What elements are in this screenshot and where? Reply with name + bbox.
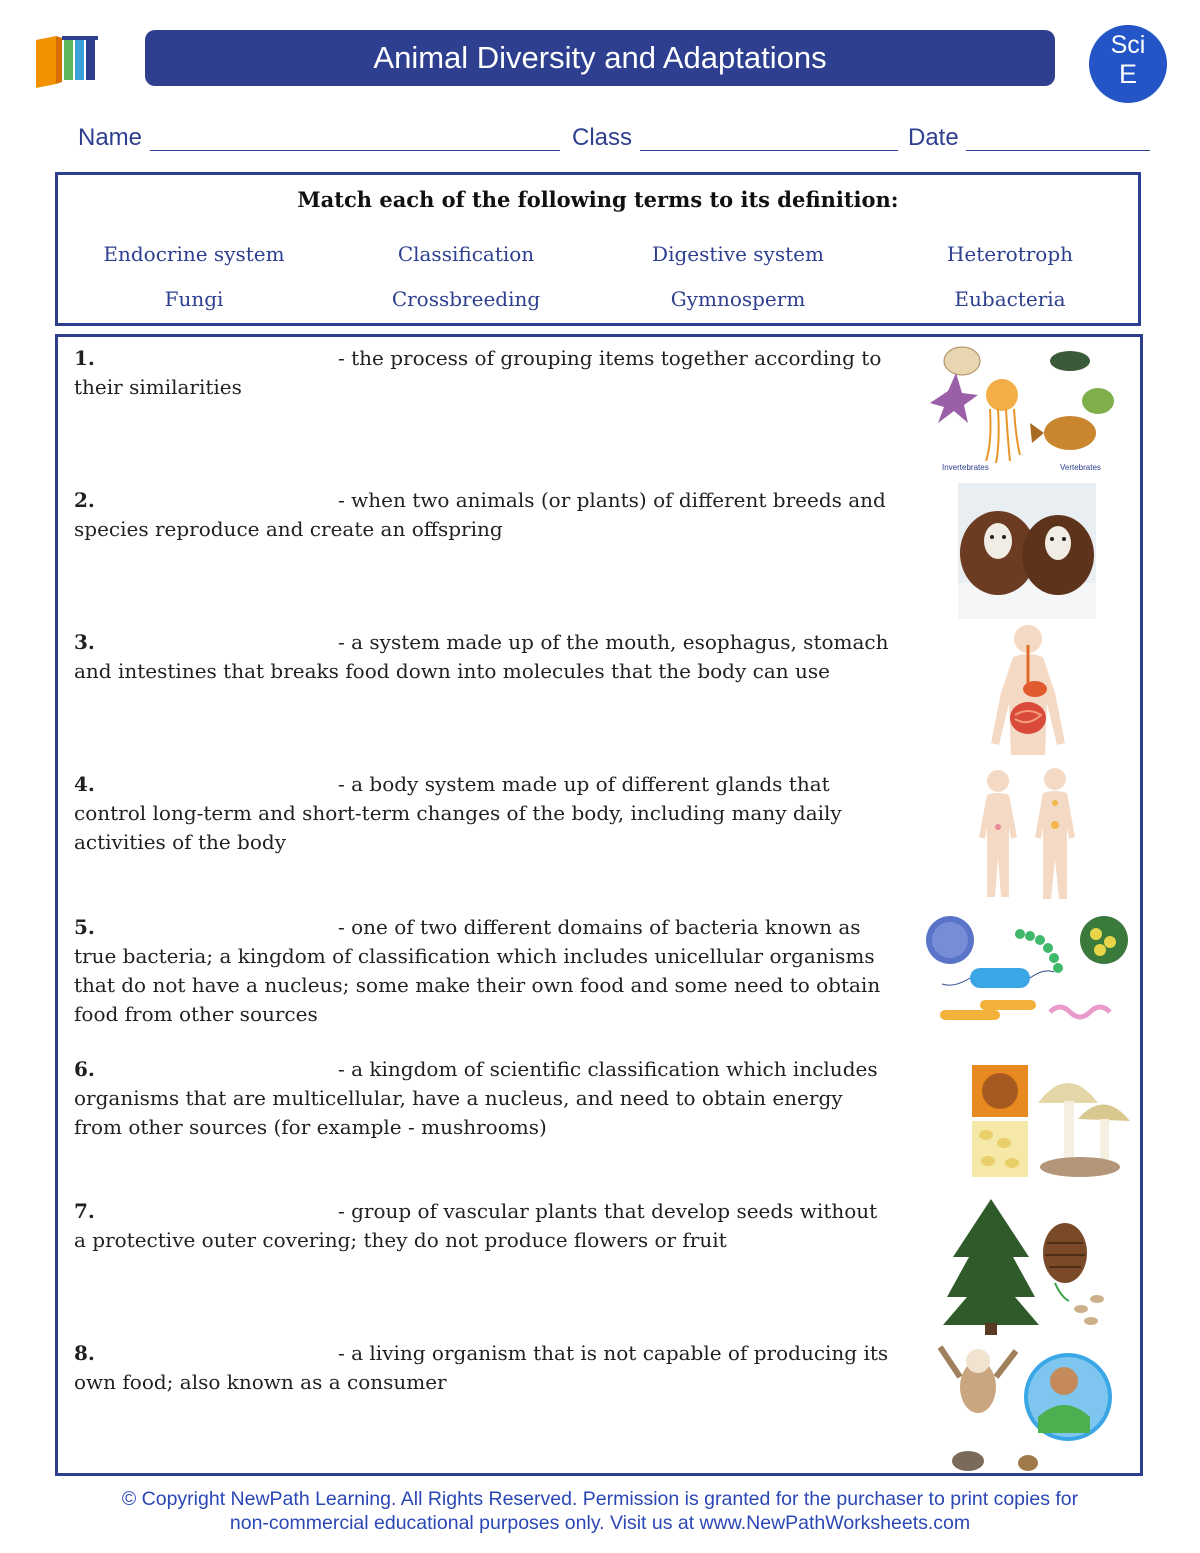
term-item: Heterotroph: [946, 242, 1074, 266]
question-definition: - group of vascular plants that develop seeds without a protective outer covering; they do not produce flowers or fruit: [74, 1199, 878, 1252]
question-definition: - a body system made up of different glands that control long-term and short-term changes of the body, including many daily activities of the body: [74, 772, 842, 854]
fungi-image: [968, 1063, 1138, 1181]
question-number: 2.: [74, 488, 95, 512]
term-item: Endocrine system: [103, 242, 285, 266]
question-item: [74, 628, 894, 686]
name-label: Name: [78, 124, 143, 151]
date-field[interactable]: [966, 150, 1150, 151]
bacteria-image: [920, 912, 1130, 1042]
copyright-footer: [0, 1487, 1200, 1535]
term-item: Digestive system: [652, 242, 824, 266]
question-definition: - when two animals (or plants) of different breeds and species reproduce and create an offspring: [74, 488, 886, 541]
question-item: [74, 344, 894, 402]
question-number: 6.: [74, 1057, 95, 1081]
term-item: Fungi: [164, 287, 224, 311]
gymnosperm-image: [943, 1197, 1113, 1337]
name-field[interactable]: [150, 150, 560, 151]
question-number: 3.: [74, 630, 95, 654]
footer-line-2: non-commercial educational purposes only. Visit us at www.NewPathWorksheets.com: [229, 1512, 971, 1534]
question-number: 5.: [74, 915, 95, 939]
term-item: Gymnosperm: [670, 287, 806, 311]
term-item: Eubacteria: [954, 287, 1066, 311]
word-bank-heading: Match each of the following terms to its definition:: [297, 187, 899, 212]
animal-classification-image: [920, 343, 1120, 473]
digestive-system-image: [973, 623, 1083, 763]
question-definition: - the process of grouping items together according to their similarities: [74, 346, 882, 399]
question-item: [74, 1197, 894, 1255]
question-item: [74, 913, 894, 1029]
question-definition: - a kingdom of scientific classification which includes organisms that are multicellular, have a nucleus, and need to obtain energy from other sources (for example - mushrooms): [74, 1057, 878, 1139]
class-field[interactable]: [640, 150, 898, 151]
heterotroph-image: [938, 1337, 1128, 1475]
worksheet-title: Animal Diversity and Adaptations: [145, 30, 1055, 86]
question-item: [74, 770, 894, 857]
question-definition: - a living organism that is not capable of producing its own food; also known as a consumer: [74, 1341, 889, 1394]
word-bank: [55, 172, 1141, 326]
question-number: 8.: [74, 1341, 95, 1365]
class-label: Class: [572, 124, 633, 151]
crossbred-cattle-image: [958, 483, 1096, 619]
questions-box: [55, 334, 1143, 1476]
question-item: [74, 486, 894, 544]
badge-subject: Sci: [1110, 31, 1146, 59]
question-item: [74, 1055, 894, 1142]
badge-grade: E: [1118, 59, 1137, 89]
question-number: 4.: [74, 772, 95, 796]
term-item: Classification: [397, 242, 535, 266]
date-label: Date: [908, 124, 959, 151]
question-number: 7.: [74, 1199, 95, 1223]
newpath-logo-icon: [32, 30, 102, 90]
term-item: Crossbreeding: [391, 287, 541, 311]
question-number: 1.: [74, 346, 95, 370]
endocrine-system-image: [963, 767, 1093, 907]
science-badge: [1089, 25, 1167, 103]
question-definition: - a system made up of the mouth, esophagus, stomach and intestines that breaks food down into molecules that the body can use: [74, 630, 889, 683]
question-item: [74, 1339, 894, 1397]
student-info-row: [78, 124, 1150, 156]
question-definition: - one of two different domains of bacteria known as true bacteria; a kingdom of classification which includes unicellular organisms that do not have a nucleus; some make their own food and some need to obtain food from other sources: [74, 915, 881, 1026]
invertebrates-label: Invertebrates: [942, 463, 989, 472]
vertebrates-label: Vertebrates: [1060, 463, 1101, 472]
footer-line-1: © Copyright NewPath Learning. All Rights Reserved. Permission is granted for the purchaser to print copies for: [121, 1488, 1079, 1510]
